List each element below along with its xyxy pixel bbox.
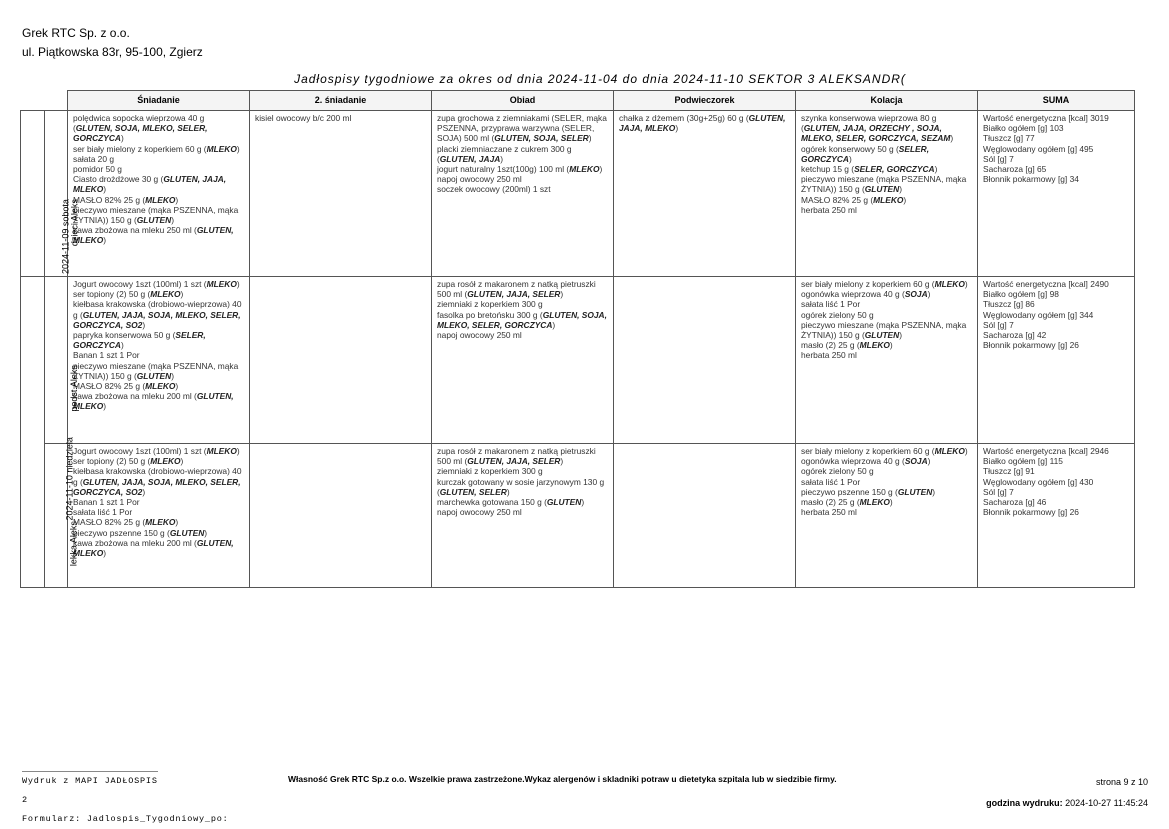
cell-suma: [978, 277, 1135, 444]
allergens: SELER, GORCZYCA: [854, 164, 935, 175]
menu-item: Węglowodany ogółem [g] 344: [983, 309, 1094, 320]
menu-item: kawa zbożowa na mleku 200 ml (GLUTEN, MLEKO): [73, 391, 234, 412]
allergens: GLUTEN, JAJA, SELER: [467, 456, 561, 467]
ownership-note: Własność Grek RTC Sp.z o.o. Wszelkie prawa zastrzeżone.Wykaz alergenów i skladniki potraw u dietetyka szpitala lub w siedzibie firmy.: [288, 774, 837, 784]
col-header-obiad: Obiad: [432, 91, 614, 111]
allergens: GLUTEN, MLEKO: [73, 537, 234, 559]
cell-kolacja: [796, 444, 978, 588]
menu-item: MASŁO 82% 25 g (MLEKO): [73, 517, 179, 528]
allergens: MLEKO: [859, 340, 890, 351]
menu-item: napoj owocowy 250 ml: [437, 507, 522, 518]
menu-item: ogórek zielony 50 g: [801, 309, 874, 320]
cell-podwieczorek: [614, 444, 796, 588]
menu-item: kisiel owocowy b/c 200 ml: [255, 113, 352, 123]
allergens: GLUTEN, SOJA, MLEKO, SELER, GORCZYCA: [73, 123, 208, 144]
table-row: [21, 111, 1135, 277]
menu-item: Sól [g] 7: [983, 319, 1014, 330]
menu-item: MASŁO 82% 25 g (MLEKO): [801, 194, 907, 205]
allergens: GLUTEN, JAJA, SOJA, MLEKO, SELER, GORCZYCA, SO2: [73, 476, 241, 497]
menu-item: ogonówka wieprzowa 40 g (SOJA): [801, 289, 931, 300]
menu-item: sałata liść 1 Por: [801, 299, 861, 310]
allergens: GLUTEN, JAJA, MLEKO: [73, 174, 227, 195]
menu-item: masło (2) 25 g (MLEKO): [801, 340, 893, 351]
menu-item: pieczywo mieszane (mąka PSZENNA, mąka ŻYTNIA)) 150 g (GLUTEN): [73, 360, 239, 381]
menu-item: pieczywo mieszane (mąka PSZENNA, mąka ŻYTNIA)) 150 g (GLUTEN): [801, 174, 967, 195]
menu-item: ser topiony (2) 50 g (MLEKO): [73, 456, 184, 467]
allergens: MLEKO: [859, 497, 890, 508]
menu-item: pieczywo pszenne 150 g (GLUTEN): [73, 527, 208, 538]
allergens: GLUTEN, MLEKO: [73, 225, 234, 246]
menu-item: polędwica sopocka wieprzowa 40 g (GLUTEN, SOJA, MLEKO, SELER, GORCZYCA): [73, 113, 208, 144]
menu-item: ogórek zielony 50 g: [801, 466, 874, 477]
menu-item: ser topiony (2) 50 g (MLEKO): [73, 289, 184, 300]
cell-podwieczorek: [614, 277, 796, 444]
print-time-value: 2024-10-27 11:45:24: [1065, 798, 1148, 808]
cell-kolacja: [796, 277, 978, 444]
menu-item: Sól [g] 7: [983, 153, 1014, 164]
cell-sniadanie: [68, 111, 250, 277]
allergens: MLEKO: [145, 381, 176, 392]
menu-item: szynka konserwowa wieprzowa 80 g (GLUTEN, JAJA, ORZECHY , SOJA, MLEKO, SELER, GORCZYCA, SEZAM): [801, 113, 954, 144]
menu-item: placki ziemniaczane z cukrem 300 g (GLUTEN, JAJA): [437, 143, 572, 164]
menu-item: Białko ogółem [g] 103: [983, 123, 1064, 134]
row-diet-label: dzieci Aleks: [69, 198, 80, 246]
menu-item: Ciasto drożdżowe 30 g (GLUTEN, JAJA, MLEKO): [73, 174, 227, 195]
row-diet: [45, 277, 80, 444]
menu-item: Tłuszcz [g] 86: [983, 299, 1035, 310]
menu-item: zupa rosół z makaronem z natką pietruszki 500 ml (GLUTEN, JAJA, SELER): [437, 446, 596, 467]
cell-sniadanie: [68, 277, 250, 444]
menu-item: MASŁO 82% 25 g (MLEKO): [73, 194, 179, 205]
footer-right: [986, 772, 1148, 814]
menu-item: Białko ogółem [g] 98: [983, 289, 1059, 300]
allergens: MLEKO: [934, 446, 965, 456]
menu-item: pieczywo mieszane (mąka PSZENNA, mąka ŻYTNIA)) 150 g (GLUTEN): [801, 319, 967, 341]
menu-item: MASŁO 82% 25 g (MLEKO): [73, 381, 179, 392]
document-title: Jadłospisy tygodniowe za okres od dnia 2024-11-04 do dnia 2024-11-10 SEKTOR 3 ALEKSANDR(: [294, 72, 906, 86]
menu-item: soczek owocowy (200ml) 1 szt: [437, 184, 551, 195]
allergens: GLUTEN, JAJA, SELER: [467, 289, 561, 300]
menu-item: kiełbasa krakowska (drobiowo-wieprzowa) 40 g (GLUTEN, JAJA, SOJA, MLEKO, SELER, GORCZYCA, SO2): [73, 299, 242, 330]
cell-suma: [978, 444, 1135, 588]
allergens: MLEKO: [873, 194, 904, 205]
cell-obiad: [432, 277, 614, 444]
allergens: GLUTEN: [169, 527, 205, 538]
menu-item: jogurt naturalny 1szt(100g) 100 ml (MLEKO): [437, 164, 603, 175]
cell-2-sniadanie: [250, 444, 432, 588]
menu-item: chałka z dżemem (30g+25g) 60 g (GLUTEN, JAJA, MLEKO): [619, 113, 786, 134]
footer-left: [22, 771, 229, 829]
company-info: [22, 24, 203, 62]
menu-item: pomidor 50 g: [73, 164, 122, 175]
menu-item: kawa zbożowa na mleku 200 ml (GLUTEN, MLEKO): [73, 537, 234, 559]
menu-item: Białko ogółem [g] 115: [983, 456, 1063, 467]
menu-item: kiełbasa krakowska (drobiowo-wieprzowa) 40 g (GLUTEN, JAJA, SOJA, MLEKO, SELER, GORCZYCA, SO2): [73, 466, 242, 497]
cell-2-sniadanie: [250, 111, 432, 277]
allergens: MLEKO: [150, 289, 181, 300]
allergens: GLUTEN: [864, 184, 900, 195]
menu-item: Wartość energetyczna [kcal] 2946: [983, 446, 1109, 456]
menu-table: [20, 90, 1135, 588]
col-header-sniadanie: Śniadanie: [68, 91, 250, 111]
allergens: GLUTEN: [136, 215, 172, 226]
menu-item: ogonówka wieprzowa 40 g (SOJA): [801, 456, 931, 467]
menu-item: ser biały mielony z koperkiem 60 g (MLEKO): [73, 143, 240, 154]
page-number: strona 9 z 10: [1095, 777, 1148, 787]
col-header-kolacja: Kolacja: [796, 91, 978, 111]
header-row: [21, 91, 1135, 111]
menu-item: ser biały mielony z koperkiem 60 g (MLEKO): [801, 279, 968, 289]
allergens: MLEKO: [206, 279, 237, 289]
cell-sniadanie: [68, 444, 250, 588]
menu-item: Banan 1 szt 1 Por: [73, 497, 140, 508]
allergens: GLUTEN: [864, 330, 900, 341]
cell-2-sniadanie: [250, 277, 432, 444]
cell-kolacja: [796, 111, 978, 277]
allergens: MLEKO: [934, 279, 965, 289]
allergens: GLUTEN: [897, 486, 933, 497]
print-source: Wydruk z MAPI JADŁOSPIS 2: [22, 771, 158, 810]
menu-item: Wartość energetyczna [kcal] 2490: [983, 279, 1109, 289]
menu-item: napoj owocowy 250 ml: [437, 330, 522, 341]
allergens: GLUTEN: [136, 370, 172, 381]
menu-item: Banan 1 szt 1 Por: [73, 350, 140, 361]
col-header-podwieczorek: Podwieczorek: [614, 91, 796, 111]
menu-item: pieczywo pszenne 150 g (GLUTEN): [801, 486, 936, 497]
menu-item: Węglowodany ogółem [g] 430: [983, 476, 1094, 487]
menu-item: ser biały mielony z koperkiem 60 g (MLEKO): [801, 446, 968, 456]
menu-item: kurczak gotowany w sosie jarzynowym 130 g (GLUTEN, SELER): [437, 476, 605, 497]
menu-item: Jogurt owocowy 1szt (100ml) 1 szt (MLEKO): [73, 279, 240, 289]
menu-item: Błonnik pokarmowy [g] 34: [983, 174, 1079, 185]
allergens: MLEKO: [145, 194, 176, 205]
allergens: GLUTEN, JAJA, SOJA, MLEKO, SELER, GORCZYCA, SO2: [73, 309, 241, 330]
menu-item: zupa grochowa z ziemniakami (SELER, mąka PSZENNA, przyprawa warzywna (SELER, SOJA) 500 ml (GLUTEN, SOJA, SELER): [437, 113, 607, 144]
table-row: [21, 444, 1135, 588]
menu-item: sałata liść 1 Por: [73, 507, 133, 518]
menu-item: ogórek konserwowy 50 g (SELER, GORCZYCA): [801, 143, 930, 164]
allergens: GLUTEN, MLEKO: [73, 391, 234, 412]
allergens: SOJA: [904, 289, 928, 300]
print-time-label: godzina wydruku:: [986, 798, 1063, 808]
allergens: SELER, GORCZYCA: [801, 143, 930, 164]
allergens: GLUTEN, JAJA, ORZECHY , SOJA, MLEKO, SELER, GORCZYCA, SEZAM: [801, 123, 951, 144]
allergens: GLUTEN, JAJA: [439, 153, 501, 164]
menu-item: marchewka gotowana 150 g (GLUTEN): [437, 497, 585, 508]
cell-obiad: [432, 111, 614, 277]
col-header-2-sniadanie: 2. śniadanie: [250, 91, 432, 111]
menu-item: Sacharoza [g] 42: [983, 330, 1047, 341]
allergens: SOJA: [904, 456, 928, 467]
menu-item: Węglowodany ogółem [g] 495: [983, 143, 1094, 154]
company-address: ul. Piątkowska 83r, 95-100, Zgierz: [22, 45, 203, 59]
menu-item: Sacharoza [g] 65: [983, 164, 1047, 175]
form-name: Formularz: Jadlospis_Tygodniowy_po:: [22, 814, 229, 824]
menu-item: sałata liść 1 Por: [801, 476, 861, 487]
menu-item: Błonnik pokarmowy [g] 26: [983, 507, 1079, 518]
row-date: [21, 111, 70, 277]
allergens: SELER, GORCZYCA: [73, 330, 206, 351]
menu-item: zupa rosół z makaronem z natką pietruszki 500 ml (GLUTEN, JAJA, SELER): [437, 279, 596, 300]
menu-item: herbata 250 ml: [801, 507, 857, 518]
allergens: MLEKO: [206, 446, 237, 456]
menu-item: Sacharoza [g] 46: [983, 497, 1047, 508]
allergens: GLUTEN, JAJA, MLEKO: [619, 113, 786, 134]
menu-item: Tłuszcz [g] 77: [983, 133, 1035, 144]
menu-item: papryka konserwowa 50 g (SELER, GORCZYCA): [73, 330, 206, 351]
cell-suma: [978, 111, 1135, 277]
menu-item: napoj owocowy 250 ml: [437, 174, 522, 185]
allergens: GLUTEN, SOJA, MLEKO, SELER, GORCZYCA: [437, 309, 607, 330]
menu-item: Wartość energetyczna [kcal] 3019: [983, 113, 1109, 123]
cell-obiad: [432, 444, 614, 588]
cell-podwieczorek: [614, 111, 796, 277]
company-name: Grek RTC Sp. z o.o.: [22, 26, 130, 40]
allergens: MLEKO: [206, 143, 237, 154]
row-date-label: 2024-11-09 sobota: [59, 198, 70, 274]
menu-item: Tłuszcz [g] 91: [983, 466, 1035, 477]
menu-item: herbata 250 ml: [801, 204, 857, 215]
print-time: [986, 793, 1148, 814]
menu-item: kawa zbożowa na mleku 250 ml (GLUTEN, MLEKO): [73, 225, 234, 246]
menu-item: Jogurt owocowy 1szt (100ml) 1 szt (MLEKO): [73, 446, 240, 456]
row-diet: [45, 111, 80, 277]
menu-item: ketchup 15 g (SELER, GORCZYCA): [801, 164, 938, 175]
row-diet-label: podst.Aleks: [69, 365, 80, 412]
menu-item: ziemniaki z koperkiem 300 g: [437, 466, 543, 477]
row-date-label: 2024-11-10 niedziela: [64, 437, 74, 521]
menu-item: Błonnik pokarmowy [g] 26: [983, 340, 1079, 351]
allergens: MLEKO: [569, 164, 600, 175]
allergens: GLUTEN, SELER: [439, 486, 507, 497]
menu-item: pieczywo mieszane (mąka PSZENNA, mąka ŻYTNIA)) 150 g (GLUTEN): [73, 204, 239, 226]
col-header-suma: SUMA: [978, 91, 1135, 111]
menu-item: masło (2) 25 g (MLEKO): [801, 497, 893, 508]
allergens: GLUTEN: [546, 497, 582, 508]
menu-item: fasolka po bretońsku 300 g (GLUTEN, SOJA, MLEKO, SELER, GORCZYCA): [437, 309, 607, 330]
table-row: [21, 277, 1135, 444]
menu-item: ziemniaki z koperkiem 300 g: [437, 299, 543, 310]
menu-item: Sól [g] 7: [983, 486, 1014, 497]
allergens: MLEKO: [150, 456, 181, 467]
allergens: MLEKO: [145, 517, 176, 528]
row-diet-label: lekka Aleks: [68, 520, 79, 566]
allergens: GLUTEN, SOJA, SELER: [494, 133, 589, 144]
menu-item: herbata 250 ml: [801, 350, 857, 361]
menu-item: sałata 20 g: [73, 153, 114, 164]
